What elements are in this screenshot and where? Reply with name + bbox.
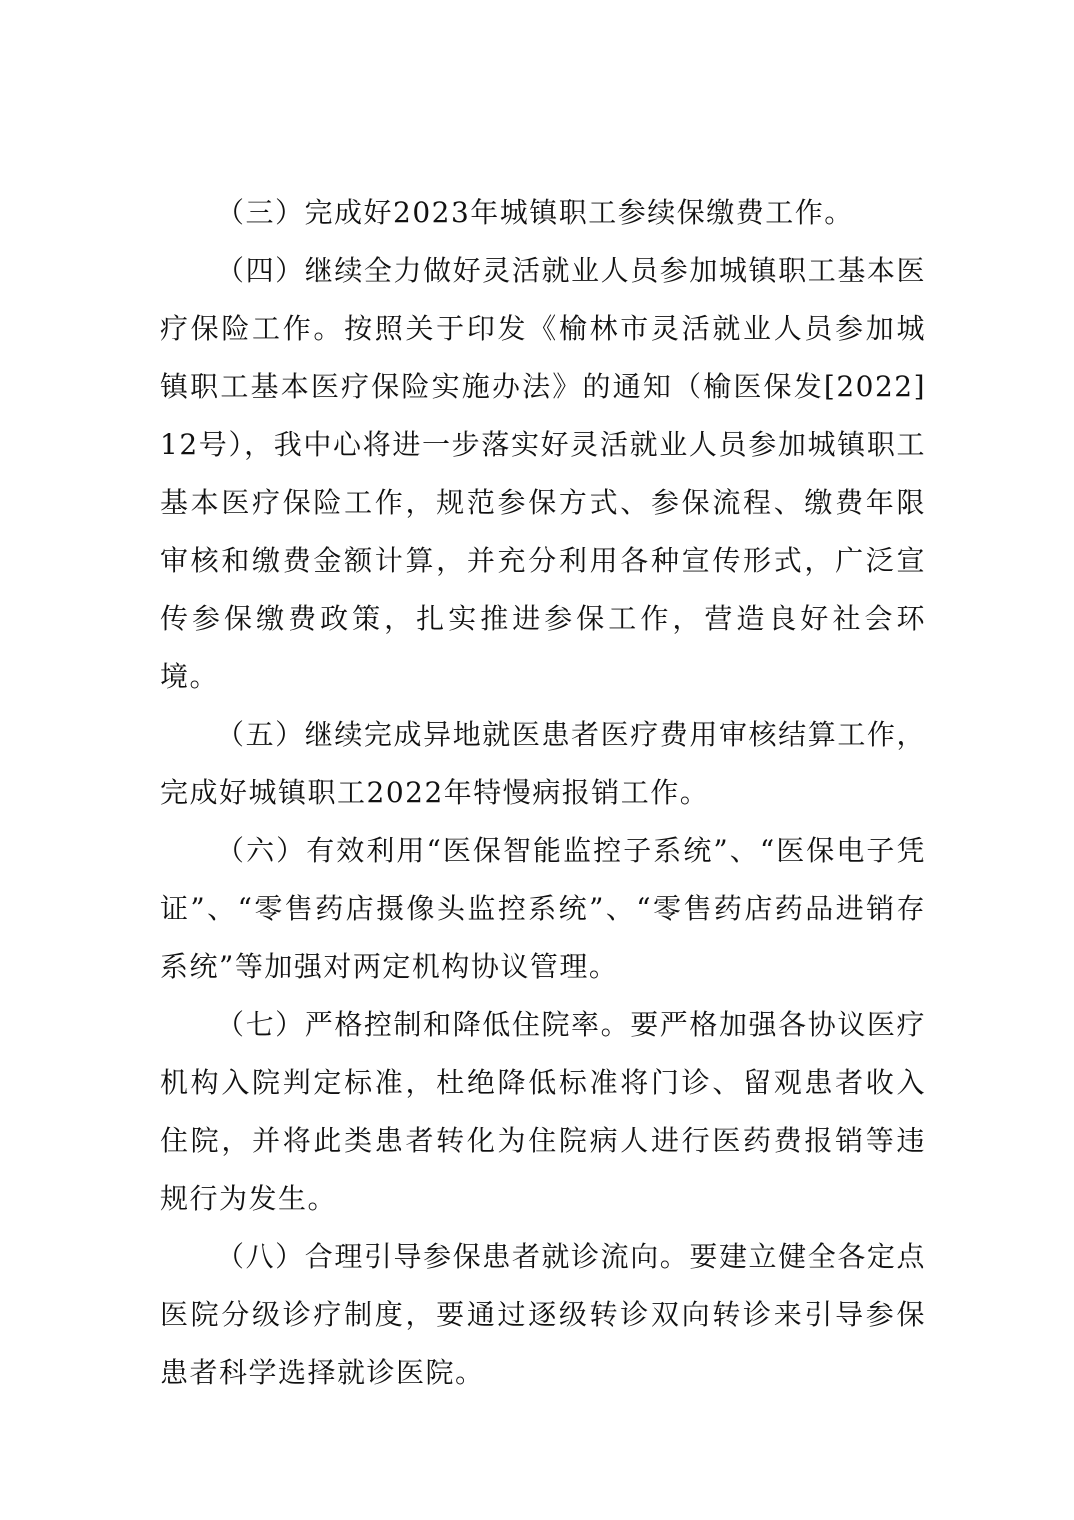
paragraph-4: （四）继续全力做好灵活就业人员参加城镇职工基本医疗保险工作。按照关于印发《榆林市灵活就业人员参加城镇职工基本医疗保险实施办法》的通知（榆医保发[2022]12号），我中心将进一步落实好灵活就业人员参加城镇职工基本医疗保险工作，规范参保方式、参保流程、缴费年限审核和缴费金额计算，并充分利用各种宣传形式，广泛宣传参保缴费政策，扎实推进参保工作，营造良好社会环境。	[160, 254, 926, 693]
paragraph-7: （七）严格控制和降低住院率。要严格加强各协议医疗机构入院判定标准，杜绝降低标准将门诊、留观患者收入住院，并将此类患者转化为住院病人进行医药费报销等违规行为发生。	[160, 1008, 926, 1215]
document-body	[160, 184, 926, 1402]
paragraph-3: （三）完成好2023年城镇职工参续保缴费工作。	[216, 196, 854, 229]
paragraph-5: （五）继续完成异地就医患者医疗费用审核结算工作，完成好城镇职工2022年特慢病报销工作。	[160, 718, 926, 809]
paragraph-8: （八）合理引导参保患者就诊流向。要建立健全各定点医院分级诊疗制度，要通过逐级转诊双向转诊来引导参保患者科学选择就诊医院。	[160, 1240, 926, 1389]
paragraph-6: （六）有效利用“医保智能监控子系统”、“医保电子凭证”、“零售药店摄像头监控系统”、“零售药店药品进销存系统”等加强对两定机构协议管理。	[160, 834, 926, 983]
